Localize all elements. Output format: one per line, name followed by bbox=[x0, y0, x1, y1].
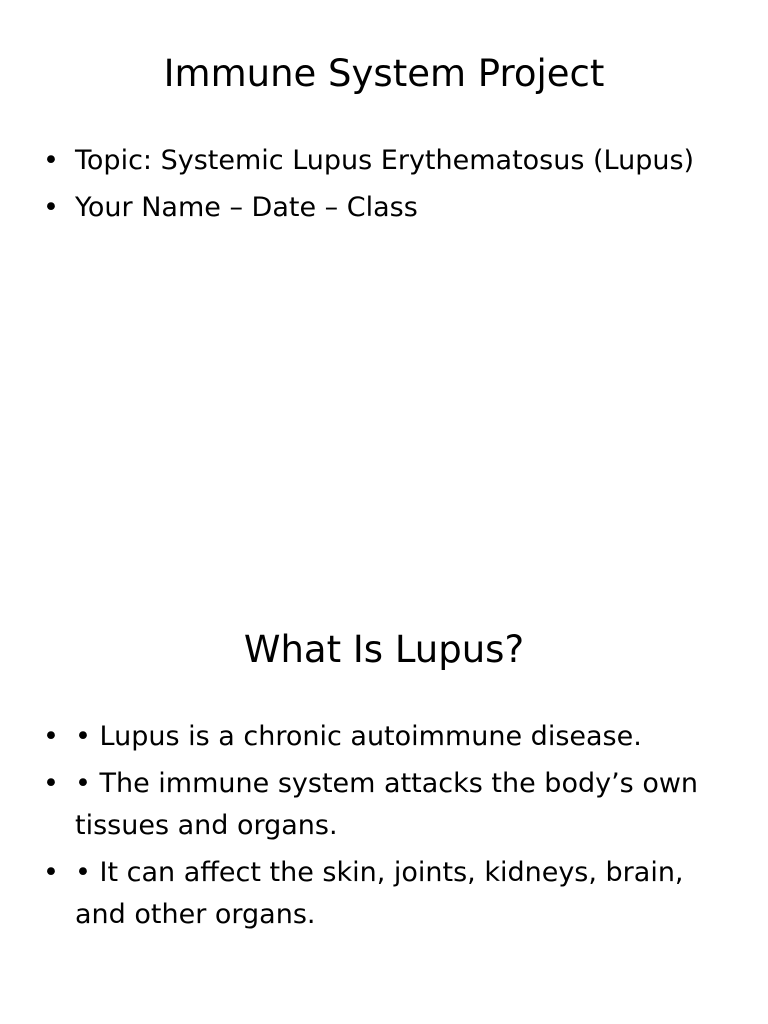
bullet-list bbox=[40, 716, 720, 941]
bullet-item-topic bbox=[40, 140, 720, 182]
bullet-text: Topic: Systemic Lupus Erythematosus (Lupus) bbox=[75, 145, 695, 176]
bullet-text: Your Name – Date – Class bbox=[75, 192, 418, 223]
slide-title: Immune System Project bbox=[163, 52, 605, 95]
bullet-item-affected-organs bbox=[40, 852, 720, 936]
slide-2 bbox=[0, 512, 768, 1024]
bullet-text: • Lupus is a chronic autoimmune disease. bbox=[75, 721, 642, 752]
bullet-item-name-date-class bbox=[40, 187, 720, 229]
bullet-item-immune-attack bbox=[40, 763, 720, 847]
bullet-list bbox=[40, 140, 720, 234]
bullet-text: • The immune system attacks the body’s own tissues and organs. bbox=[75, 768, 699, 841]
bullet-text: • It can affect the skin, joints, kidneys, brain, and other organs. bbox=[75, 857, 684, 930]
slide-title: What Is Lupus? bbox=[243, 628, 525, 671]
bullet-item-chronic bbox=[40, 716, 720, 758]
